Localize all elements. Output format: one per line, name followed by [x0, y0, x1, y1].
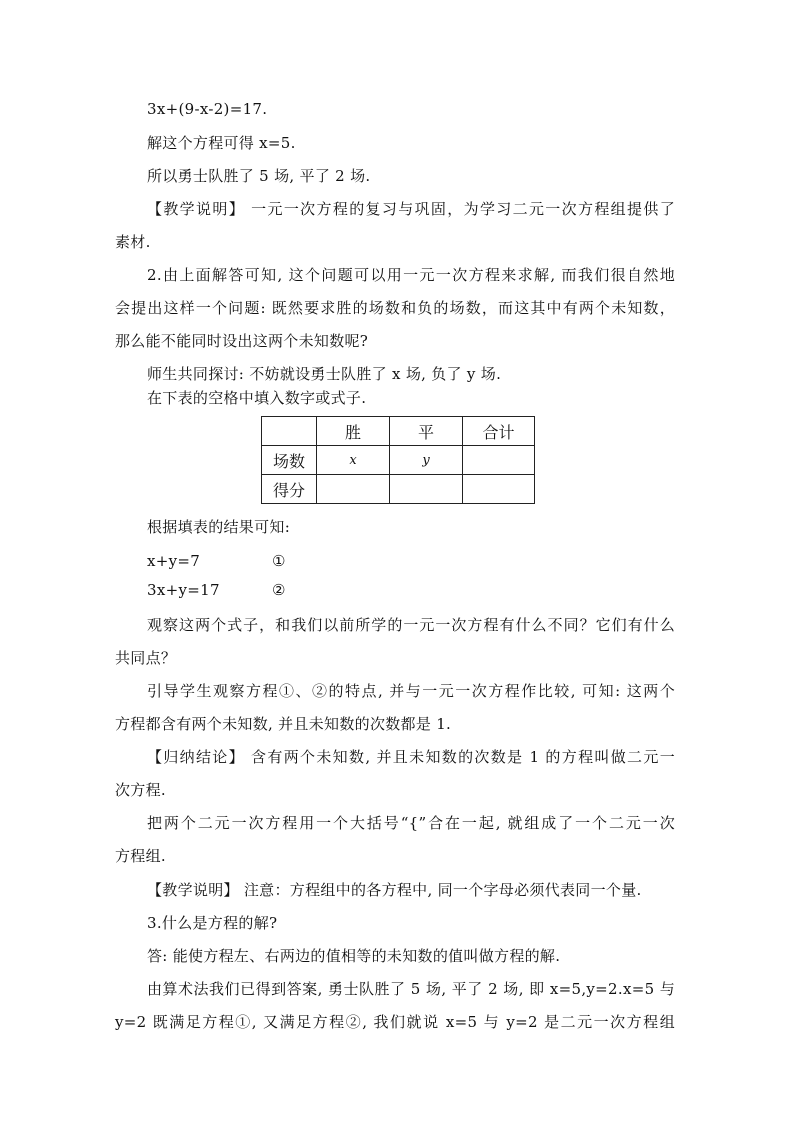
table-cell: x	[317, 446, 390, 475]
table-header-cell: 平	[390, 417, 463, 446]
answer-line: 答: 能使方程左、右两边的值相等的未知数的值叫做方程的解.	[147, 947, 561, 965]
discussion-line: 师生共同探讨: 不妨就设勇士队胜了 x 场, 负了 y 场.	[147, 365, 502, 383]
table-row	[262, 475, 535, 504]
conclusion-line-2: 次方程.	[115, 781, 166, 799]
system-definition-line-2: 方程组.	[115, 847, 166, 865]
solution-line: 解这个方程可得 x=5.	[147, 134, 296, 152]
score-table	[261, 416, 535, 504]
paragraph-2-line-1: 2.由上面解答可知, 这个问题可以用一元一次方程来求解, 而我们很自然地	[147, 266, 675, 284]
paragraph-2-line-2: 会提出这样一个问题: 既然要求胜的场数和负的场数，而这其中有两个未知数，	[115, 299, 675, 317]
arithmetic-line-1: 由算术法我们已得到答案, 勇士队胜了 5 场, 平了 2 场, 即 x=5,y=2.x=5 与	[147, 980, 675, 998]
observe-line-2: 共同点？	[115, 649, 177, 667]
table-result-intro: 根据填表的结果可知:	[147, 518, 291, 536]
equation-1	[147, 551, 675, 571]
teaching-note-line-cont: 素材.	[115, 233, 151, 251]
equation-1-text: x+y=7	[147, 552, 201, 570]
system-definition-line-1: 把两个二元一次方程用一个大括号“{”合在一起, 就组成了一个二元一次	[147, 814, 675, 832]
conclusion-line-1: 【归纳结论】 含有两个未知数, 并且未知数的次数是 1 的方程叫做二元一	[147, 748, 675, 766]
table-cell	[463, 475, 535, 504]
arithmetic-line-2: y=2 既满足方程①, 又满足方程②, 我们就说 x=5 与 y=2 是二元一次方程组	[115, 1013, 675, 1031]
table-row	[262, 446, 535, 475]
table-header-cell	[262, 417, 317, 446]
guide-line-1: 引导学生观察方程①、②的特点, 并与一元一次方程作比较, 可知: 这两个	[147, 682, 675, 700]
table-header-row	[262, 417, 535, 446]
equation-2-text: 3x+y=17	[147, 581, 220, 599]
table-cell	[317, 475, 390, 504]
equation-2-marker: ②	[272, 581, 286, 599]
question-3: 3.什么是方程的解?	[147, 914, 278, 932]
guide-line-2: 方程都含有两个未知数, 并且未知数的次数都是 1.	[115, 715, 452, 733]
teaching-note-line: 【教学说明】 一元一次方程的复习与巩固，为学习二元一次方程组提供了	[147, 200, 675, 218]
equation-2	[147, 580, 675, 600]
table-header-cell: 合计	[463, 417, 535, 446]
table-cell: 场数	[262, 446, 317, 475]
table-cell	[390, 475, 463, 504]
table-cell	[463, 446, 535, 475]
result-line: 所以勇士队胜了 5 场, 平了 2 场.	[147, 167, 371, 185]
paragraph-2-line-3: 那么能不能同时设出这两个未知数呢?	[115, 332, 369, 350]
table-instruction-line: 在下表的空格中填入数字或式子.	[147, 389, 367, 407]
table-cell: y	[390, 446, 463, 475]
equation-1-marker: ①	[272, 552, 286, 570]
table-cell: 得分	[262, 475, 317, 504]
equation-line: 3x+(9-x-2)=17.	[147, 100, 268, 118]
observe-line-1: 观察这两个式子，和我们以前所学的一元一次方程有什么不同？它们有什么	[147, 616, 675, 634]
table-header-cell: 胜	[317, 417, 390, 446]
teaching-note-2: 【教学说明】 注意：方程组中的各方程中, 同一个字母必须代表同一个量.	[147, 881, 642, 899]
